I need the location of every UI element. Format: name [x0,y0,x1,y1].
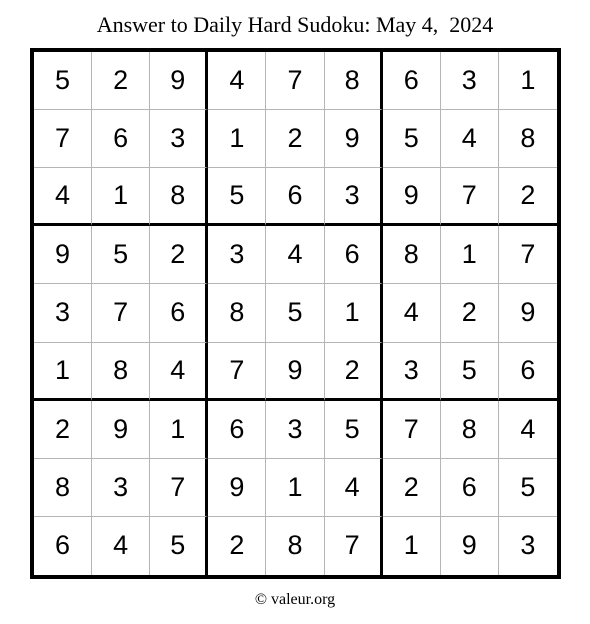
sudoku-cell: 9 [499,284,557,342]
sudoku-cell: 4 [383,284,441,342]
sudoku-cell: 5 [325,401,383,459]
sudoku-cell: 6 [208,401,266,459]
sudoku-cell: 8 [266,517,324,575]
sudoku-cell: 9 [325,110,383,168]
sudoku-cell: 4 [325,459,383,517]
sudoku-cell: 7 [150,459,208,517]
sudoku-cell: 9 [92,401,150,459]
sudoku-cell: 5 [499,459,557,517]
sudoku-cell: 5 [383,110,441,168]
sudoku-cell: 3 [441,52,499,110]
sudoku-cell: 3 [383,343,441,401]
sudoku-cell: 8 [92,343,150,401]
sudoku-cell: 1 [441,226,499,284]
sudoku-cell: 1 [208,110,266,168]
sudoku-cell: 2 [383,459,441,517]
copyright-footer: © valeur.org [254,591,336,608]
sudoku-cell: 9 [34,226,92,284]
sudoku-board [30,48,561,579]
sudoku-cell: 4 [208,52,266,110]
sudoku-cell: 5 [208,168,266,226]
sudoku-cell: 6 [441,459,499,517]
sudoku-cell: 2 [34,401,92,459]
sudoku-cell: 9 [383,168,441,226]
sudoku-cell: 5 [34,52,92,110]
sudoku-cell: 7 [383,401,441,459]
sudoku-cell: 1 [92,168,150,226]
sudoku-cell: 4 [34,168,92,226]
sudoku-cell: 8 [34,459,92,517]
sudoku-cell: 8 [325,52,383,110]
sudoku-cell: 2 [266,110,324,168]
sudoku-cell: 1 [325,284,383,342]
sudoku-cell: 7 [441,168,499,226]
sudoku-cell: 9 [208,459,266,517]
sudoku-cell: 1 [499,52,557,110]
sudoku-cell: 9 [150,52,208,110]
sudoku-cell: 6 [499,343,557,401]
sudoku-cell: 3 [150,110,208,168]
page-title: Answer to Daily Hard Sudoku: May 4, 2024 [96,12,494,37]
sudoku-cell: 4 [441,110,499,168]
sudoku-cell: 3 [92,459,150,517]
sudoku-cell: 7 [325,517,383,575]
sudoku-cell: 8 [441,401,499,459]
sudoku-cell: 4 [150,343,208,401]
sudoku-cell: 5 [150,517,208,575]
sudoku-cell: 6 [150,284,208,342]
sudoku-cell: 1 [34,343,92,401]
sudoku-cell: 6 [92,110,150,168]
sudoku-cell: 2 [208,517,266,575]
sudoku-cell: 2 [325,343,383,401]
sudoku-cell: 9 [441,517,499,575]
sudoku-cell: 2 [441,284,499,342]
sudoku-cell: 7 [266,52,324,110]
sudoku-cell: 3 [325,168,383,226]
sudoku-cell: 2 [92,52,150,110]
sudoku-cell: 1 [150,401,208,459]
sudoku-cell: 4 [499,401,557,459]
sudoku-cell: 3 [266,401,324,459]
sudoku-cell: 1 [383,517,441,575]
sudoku-cell: 7 [92,284,150,342]
sudoku-cell: 7 [499,226,557,284]
sudoku-cell: 9 [266,343,324,401]
sudoku-cell: 6 [34,517,92,575]
sudoku-cell: 5 [441,343,499,401]
sudoku-cell: 3 [520,530,536,561]
sudoku-cell: 2 [150,226,208,284]
sudoku-cell: 6 [383,52,441,110]
sudoku-cell: 3 [34,284,92,342]
sudoku-cell: 3 [208,226,266,284]
sudoku-cell: 4 [92,517,150,575]
sudoku-cell: 8 [150,168,208,226]
sudoku-cell: 6 [266,168,324,226]
sudoku-cell: 8 [208,284,266,342]
sudoku-cell: 6 [325,226,383,284]
sudoku-cell: 8 [383,226,441,284]
sudoku-cell: 4 [266,226,324,284]
sudoku-cell: 2 [499,168,557,226]
sudoku-cell: 5 [92,226,150,284]
sudoku-cell: 5 [266,284,324,342]
sudoku-cell: 7 [208,343,266,401]
sudoku-cell: 1 [266,459,324,517]
sudoku-cell: 7 [34,110,92,168]
sudoku-cell: 8 [499,110,557,168]
